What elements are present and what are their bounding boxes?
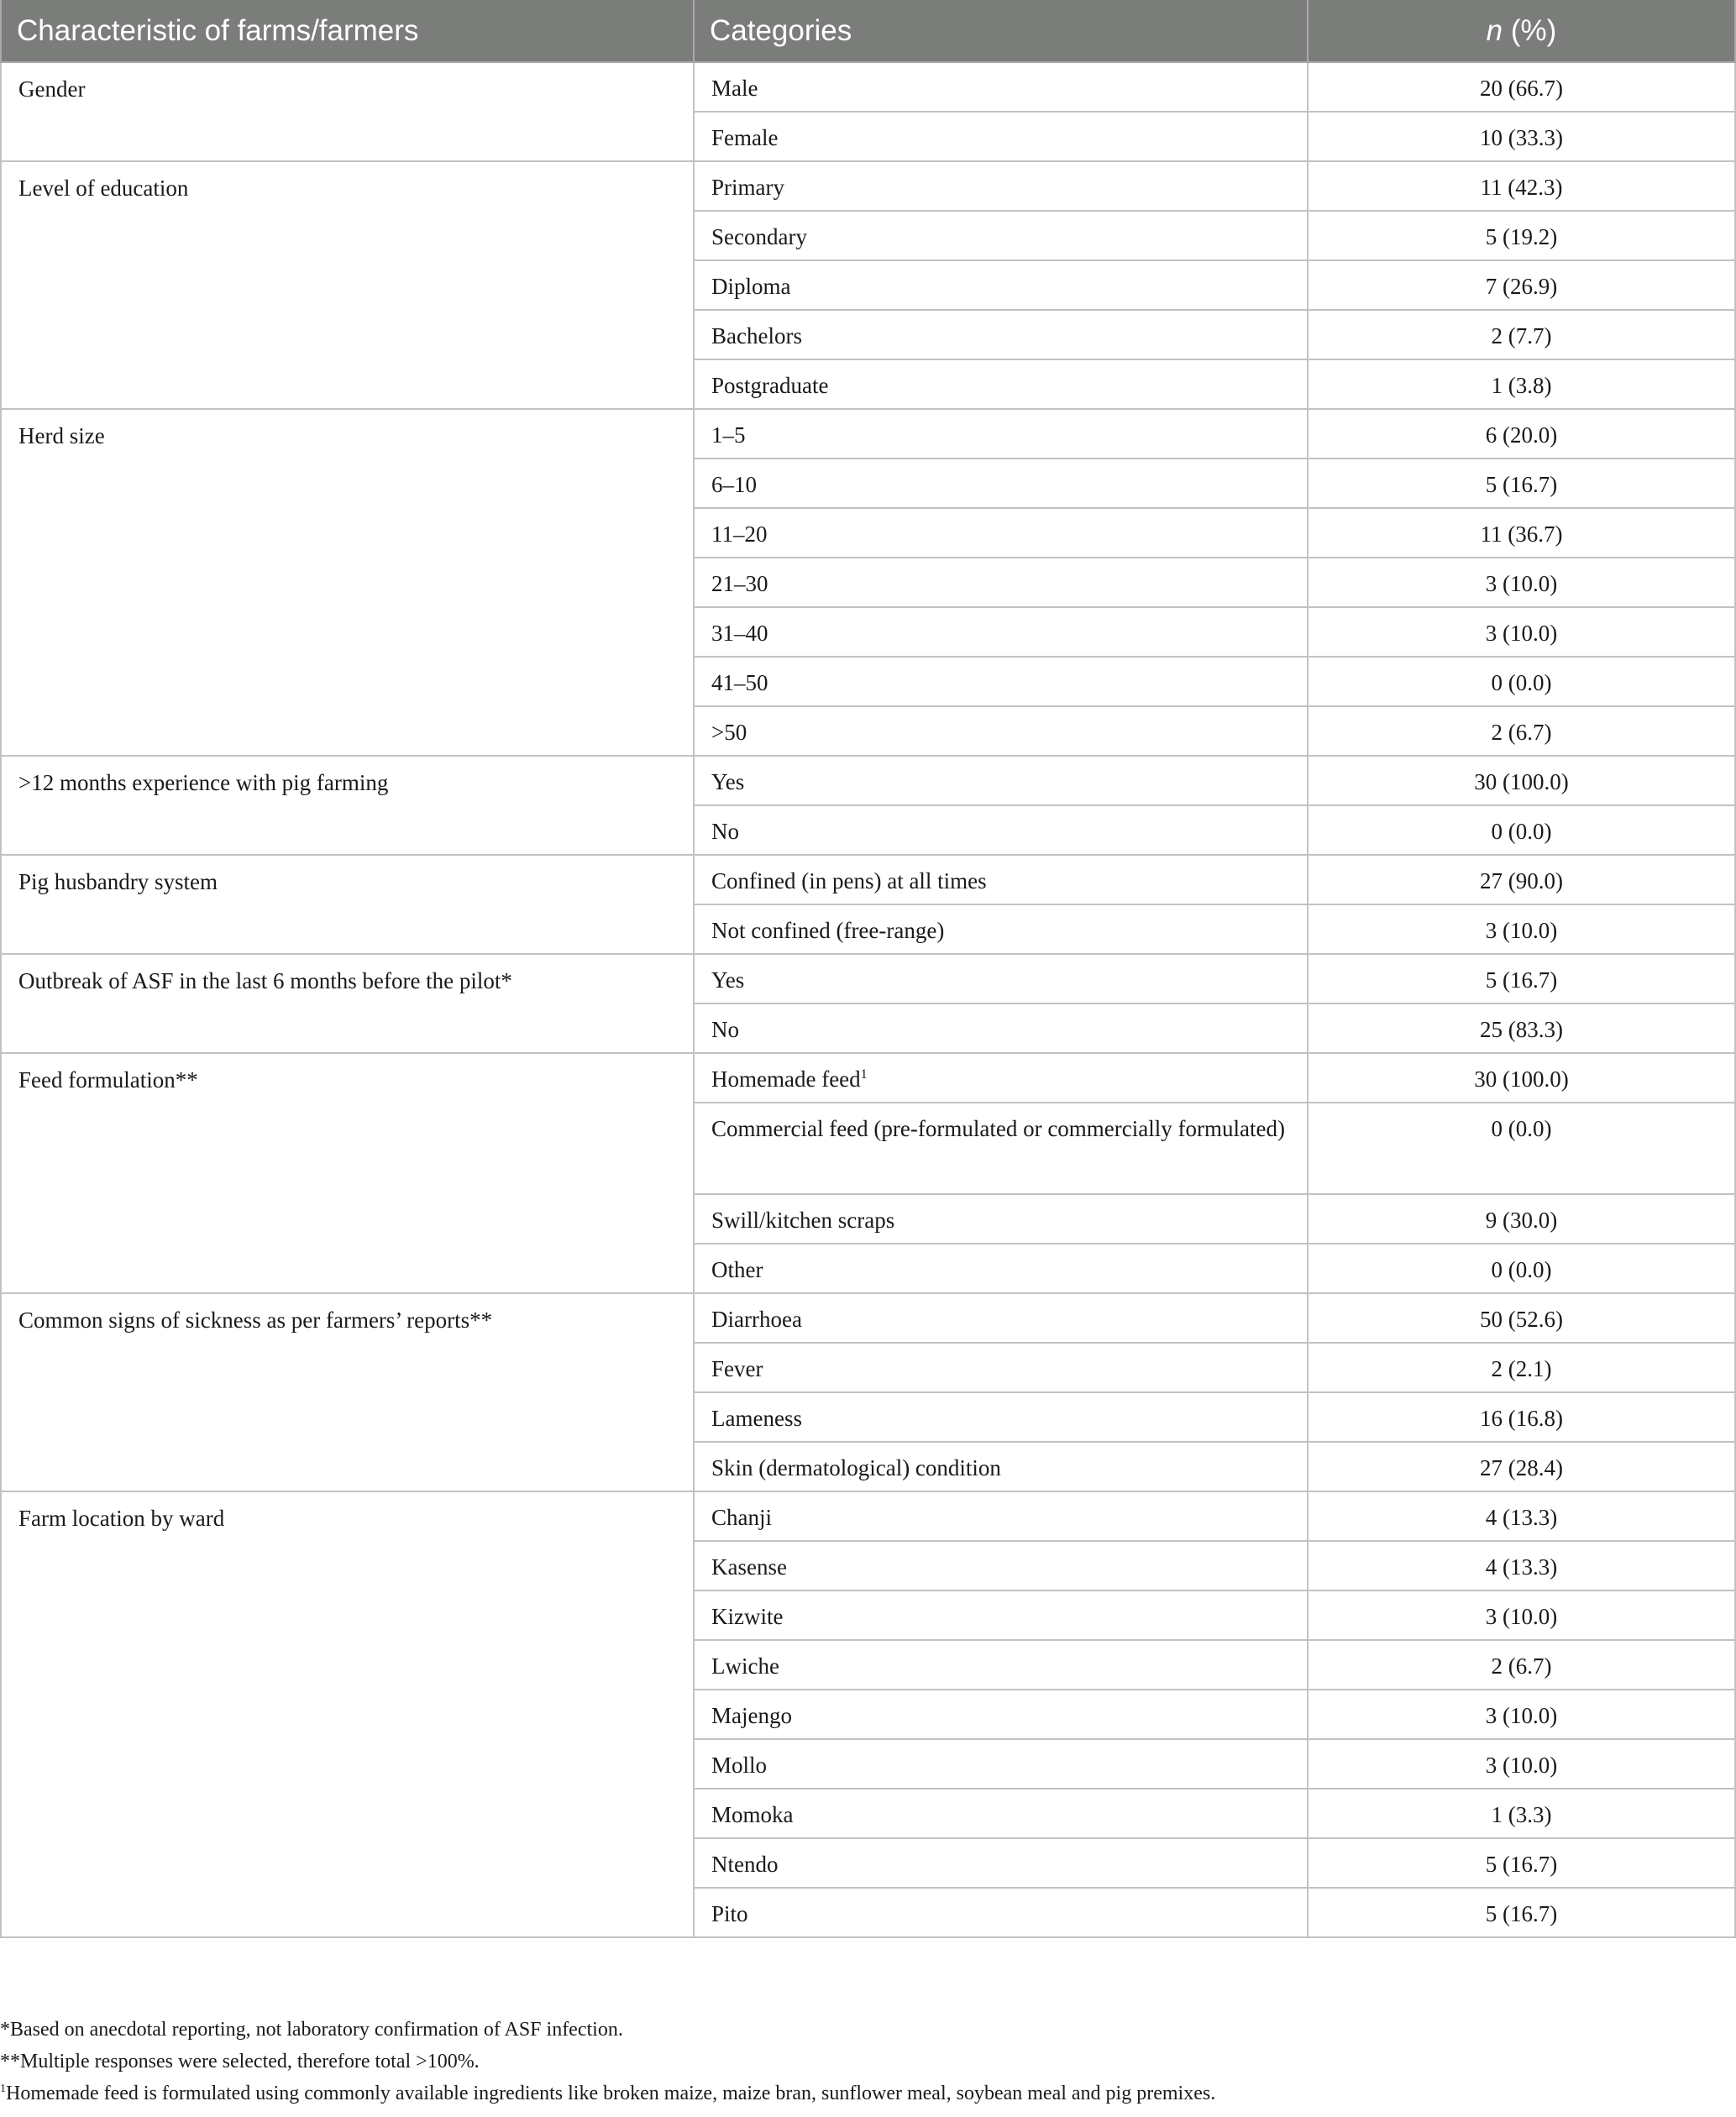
characteristic-cell: Feed formulation** — [1, 1053, 694, 1293]
table-row — [1, 161, 1735, 211]
table-body — [1, 62, 1735, 1937]
value-cell: 3 (10.0) — [1308, 904, 1735, 954]
category-cell — [694, 1590, 1308, 1640]
category-label: Fever — [711, 1356, 763, 1381]
category-label: 31–40 — [711, 621, 768, 646]
value-cell: 5 (16.7) — [1308, 1838, 1735, 1888]
category-label: Postgraduate — [711, 373, 829, 398]
table-row — [1, 1491, 1735, 1541]
value-cell: 27 (90.0) — [1308, 855, 1735, 904]
value-cell: 7 (26.9) — [1308, 260, 1735, 310]
characteristic-cell: Gender — [1, 62, 694, 161]
table-header-row — [1, 0, 1735, 62]
footnote-asf: *Based on anecdotal reporting, not laboratory confirmation of ASF infection. — [0, 2019, 623, 2041]
value-cell: 4 (13.3) — [1308, 1541, 1735, 1590]
category-label: Bachelors — [711, 323, 802, 348]
category-label: Pito — [711, 1901, 748, 1926]
header-pct-label: (%) — [1510, 13, 1557, 47]
category-label: Primary — [711, 175, 784, 200]
value-cell: 5 (16.7) — [1308, 954, 1735, 1003]
value-cell: 2 (6.7) — [1308, 1640, 1735, 1690]
category-cell — [694, 1838, 1308, 1888]
category-label: Male — [711, 76, 758, 101]
value-cell: 5 (19.2) — [1308, 211, 1735, 260]
category-cell — [694, 1541, 1308, 1590]
characteristic-cell: Farm location by ward — [1, 1491, 694, 1937]
category-label: Commercial feed (pre-formulated or commercially formulated) — [711, 1116, 1285, 1141]
table-row — [1, 954, 1735, 1003]
category-label: Kasense — [711, 1554, 787, 1580]
category-cell — [694, 904, 1308, 954]
category-label: Lameness — [711, 1406, 802, 1431]
category-label: Yes — [711, 769, 745, 794]
value-cell: 1 (3.8) — [1308, 359, 1735, 409]
category-cell — [694, 260, 1308, 310]
value-cell: 3 (10.0) — [1308, 558, 1735, 607]
value-cell: 1 (3.3) — [1308, 1789, 1735, 1838]
category-label: Female — [711, 125, 779, 150]
category-label: Homemade feed — [711, 1066, 861, 1092]
value-cell: 3 (10.0) — [1308, 1739, 1735, 1789]
value-cell: 10 (33.3) — [1308, 112, 1735, 161]
characteristic-cell: >12 months experience with pig farming — [1, 756, 694, 855]
category-cell — [694, 1392, 1308, 1442]
value-cell: 3 (10.0) — [1308, 1690, 1735, 1739]
table-row — [1, 409, 1735, 459]
category-cell — [694, 211, 1308, 260]
category-cell — [694, 706, 1308, 756]
value-cell: 2 (7.7) — [1308, 310, 1735, 359]
table-row — [1, 62, 1735, 112]
value-cell: 3 (10.0) — [1308, 1590, 1735, 1640]
category-cell — [694, 310, 1308, 359]
characteristic-cell: Level of education — [1, 161, 694, 409]
value-cell: 16 (16.8) — [1308, 1392, 1735, 1442]
value-cell: 2 (6.7) — [1308, 706, 1735, 756]
value-cell: 11 (42.3) — [1308, 161, 1735, 211]
category-cell — [694, 756, 1308, 805]
value-cell: 0 (0.0) — [1308, 657, 1735, 706]
value-cell: 5 (16.7) — [1308, 1888, 1735, 1937]
category-cell — [694, 62, 1308, 112]
category-cell — [694, 409, 1308, 459]
footnote-homemade-feed — [0, 2078, 1736, 2109]
category-cell — [694, 1789, 1308, 1838]
category-cell — [694, 161, 1308, 211]
value-cell: 30 (100.0) — [1308, 756, 1735, 805]
value-cell: 3 (10.0) — [1308, 607, 1735, 657]
category-cell — [694, 112, 1308, 161]
characteristic-cell: Pig husbandry system — [1, 855, 694, 954]
category-cell — [694, 954, 1308, 1003]
category-cell — [694, 1003, 1308, 1053]
characteristic-cell: Outbreak of ASF in the last 6 months before the pilot* — [1, 954, 694, 1053]
category-label: No — [711, 1017, 739, 1042]
category-cell — [694, 1640, 1308, 1690]
category-cell — [694, 1739, 1308, 1789]
category-label: Momoka — [711, 1802, 794, 1827]
category-cell — [694, 1491, 1308, 1541]
category-label: No — [711, 819, 739, 844]
category-label: Not confined (free-range) — [711, 918, 945, 943]
category-label: Lwiche — [711, 1653, 779, 1679]
value-cell: 50 (52.6) — [1308, 1293, 1735, 1343]
header-n-label: n — [1486, 13, 1503, 47]
category-label: Chanji — [711, 1505, 772, 1530]
category-label: 11–20 — [711, 521, 768, 547]
category-label: Swill/kitchen scraps — [711, 1208, 895, 1233]
category-cell — [694, 1103, 1308, 1194]
value-cell: 20 (66.7) — [1308, 62, 1735, 112]
category-cell — [694, 1343, 1308, 1392]
table-row — [1, 855, 1735, 904]
header-characteristic: Characteristic of farms/farmers — [1, 0, 694, 62]
value-cell: 0 (0.0) — [1308, 1244, 1735, 1293]
value-cell: 4 (13.3) — [1308, 1491, 1735, 1541]
characteristic-cell: Herd size — [1, 409, 694, 756]
value-cell: 9 (30.0) — [1308, 1194, 1735, 1244]
category-label: Ntendo — [711, 1852, 779, 1877]
footnote-marker: 1 — [860, 1067, 868, 1082]
header-n-percent — [1308, 0, 1735, 62]
table-row — [1, 1053, 1735, 1103]
category-cell — [694, 1293, 1308, 1343]
table-row — [1, 1293, 1735, 1343]
value-cell: 2 (2.1) — [1308, 1343, 1735, 1392]
value-cell: 11 (36.7) — [1308, 508, 1735, 558]
category-label: 21–30 — [711, 571, 768, 596]
category-label: Majengo — [711, 1703, 792, 1728]
category-label: Kizwite — [711, 1604, 784, 1629]
category-label: Confined (in pens) at all times — [711, 868, 987, 893]
value-cell: 0 (0.0) — [1308, 805, 1735, 855]
category-cell — [694, 1244, 1308, 1293]
category-label: 1–5 — [711, 422, 746, 448]
footnote-multiple: **Multiple responses were selected, therefore total >100%. — [0, 2051, 480, 2072]
characteristic-cell: Common signs of sickness as per farmers’ reports** — [1, 1293, 694, 1491]
footnote-homemade-text: Homemade feed is formulated using commonly available ingredients like broken maize, maize bran, sunflower meal, soybean meal and pig premixes. — [6, 2083, 1216, 2104]
value-cell: 27 (28.4) — [1308, 1442, 1735, 1491]
category-cell — [694, 558, 1308, 607]
category-label: Skin (dermatological) condition — [711, 1455, 1001, 1480]
category-cell — [694, 657, 1308, 706]
value-cell: 30 (100.0) — [1308, 1053, 1735, 1103]
category-label: 41–50 — [711, 670, 768, 695]
category-cell — [694, 1053, 1308, 1103]
category-label: Mollo — [711, 1753, 768, 1778]
value-cell: 6 (20.0) — [1308, 409, 1735, 459]
category-label: Diploma — [711, 274, 791, 299]
category-cell — [694, 1690, 1308, 1739]
value-cell: 5 (16.7) — [1308, 459, 1735, 508]
category-cell — [694, 805, 1308, 855]
category-cell — [694, 1888, 1308, 1937]
category-cell — [694, 1442, 1308, 1491]
category-label: Other — [711, 1257, 763, 1282]
category-label: Secondary — [711, 224, 807, 249]
category-label: Yes — [711, 967, 745, 993]
category-cell — [694, 359, 1308, 409]
category-cell — [694, 855, 1308, 904]
category-cell — [694, 607, 1308, 657]
footnote-marker: 1 — [0, 2083, 6, 2095]
category-label: >50 — [711, 720, 747, 745]
category-cell — [694, 1194, 1308, 1244]
table-row — [1, 756, 1735, 805]
category-label: 6–10 — [711, 472, 757, 497]
header-categories: Categories — [694, 0, 1308, 62]
footnotes — [0, 2014, 1736, 2109]
value-cell: 0 (0.0) — [1308, 1103, 1735, 1194]
category-cell — [694, 508, 1308, 558]
category-label: Diarrhoea — [711, 1307, 802, 1332]
category-cell — [694, 459, 1308, 508]
value-cell: 25 (83.3) — [1308, 1003, 1735, 1053]
